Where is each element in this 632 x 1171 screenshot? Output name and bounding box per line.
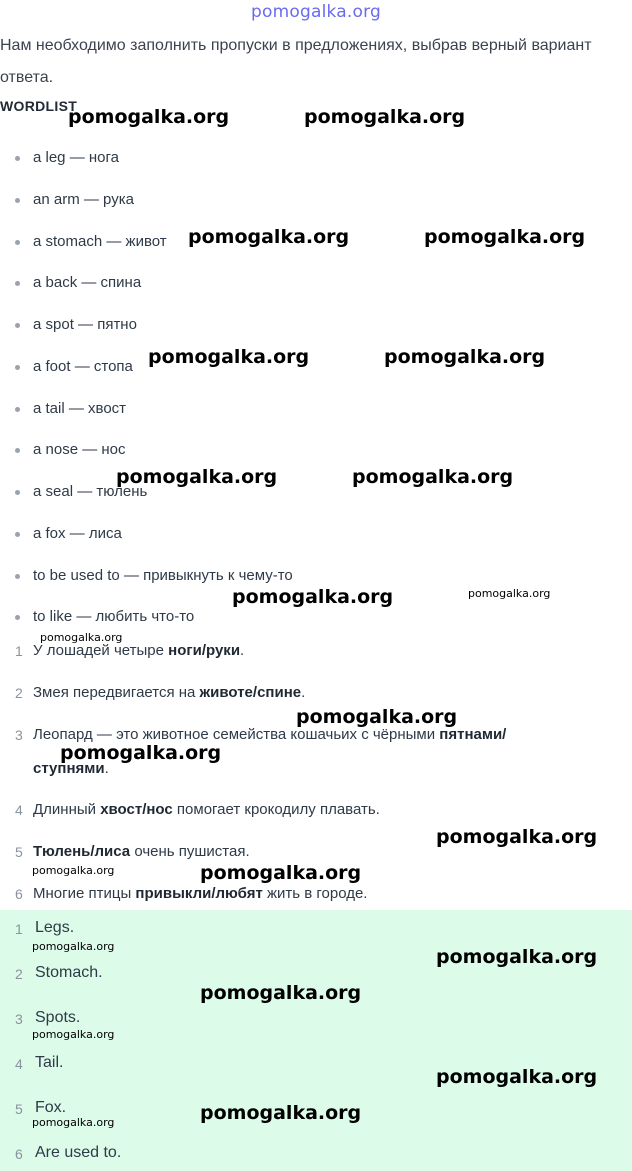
watermark: pomogalka.org [384, 346, 546, 368]
bullet-icon [15, 490, 20, 495]
watermark-small: pomogalka.org [32, 1028, 115, 1041]
watermark: pomogalka.org [60, 742, 222, 764]
wordlist-item: an arm — рука [33, 191, 134, 208]
answer-4: Tail. [35, 1054, 64, 1071]
watermark: pomogalka.org [352, 466, 514, 488]
question-3: Леопард — это животное семейства кошачьих с чёрными пятнами/ [33, 726, 507, 743]
wordlist-heading: WORDLIST [0, 98, 78, 114]
watermark: pomogalka.org [424, 226, 586, 248]
wordlist-item: a leg — нога [33, 149, 119, 166]
bullet-icon [15, 156, 20, 161]
answer-6: Are used to. [35, 1144, 122, 1161]
answer-1: Legs. [35, 919, 75, 936]
wordlist-item: a tail — хвост [33, 400, 126, 417]
answer-5: Fox. [35, 1099, 67, 1116]
watermark: pomogalka.org [232, 586, 394, 608]
wordlist-item: to be used to — привыкнуть к чему-то [33, 567, 293, 584]
task-instruction: Нам необходимо заполнить пропуски в предложениях, выбрав верный вариант ответа. [0, 37, 592, 86]
answer-number: 5 [15, 1101, 23, 1117]
question-number: 4 [15, 802, 23, 818]
question-1: У лошадей четыре ноги/руки. [33, 642, 245, 659]
answer-number: 3 [15, 1011, 23, 1027]
wordlist-item: a fox — лиса [33, 525, 122, 542]
question-6: Многие птицы привыкли/любят жить в городе. [33, 885, 368, 902]
watermark: pomogalka.org [436, 826, 598, 848]
answer-3: Spots. [35, 1009, 81, 1026]
watermark: pomogalka.org [200, 982, 362, 1004]
wordlist-item: a foot — стопа [33, 358, 133, 375]
bullet-icon [15, 365, 20, 370]
answer-2: Stomach. [35, 964, 103, 981]
watermark: pomogalka.org [68, 106, 230, 128]
question-number: 1 [15, 643, 23, 659]
wordlist-item: a stomach — живот [33, 233, 167, 250]
answer-number: 4 [15, 1056, 23, 1072]
wordlist-item: a spot — пятно [33, 316, 137, 333]
bullet-icon [15, 448, 20, 453]
bullet-icon [15, 532, 20, 537]
watermark: pomogalka.org [296, 706, 458, 728]
watermark-small: pomogalka.org [40, 631, 123, 644]
question-number: 3 [15, 727, 23, 743]
question-number: 5 [15, 844, 23, 860]
question-number: 2 [15, 685, 23, 701]
watermark: pomogalka.org [200, 862, 362, 884]
watermark: pomogalka.org [188, 226, 350, 248]
watermark: pomogalka.org [116, 466, 278, 488]
question-2: Змея передвигается на животе/спине. [33, 684, 306, 701]
watermark: pomogalka.org [148, 346, 310, 368]
watermark: pomogalka.org [200, 1102, 362, 1124]
bullet-icon [15, 615, 20, 620]
watermark-small: pomogalka.org [32, 940, 115, 953]
question-5: Тюлень/лиса очень пушистая. [33, 843, 250, 860]
wordlist-item: a back — спина [33, 274, 141, 291]
wordlist-item: to like — любить что-то [33, 608, 194, 625]
question-number: 6 [15, 886, 23, 902]
question-4: Длинный хвост/нос помогает крокодилу плавать. [33, 801, 380, 818]
bullet-icon [15, 574, 20, 579]
answer-number: 2 [15, 966, 23, 982]
watermark-small: pomogalka.org [32, 864, 115, 877]
answer-number: 1 [15, 921, 23, 937]
answer-number: 6 [15, 1146, 23, 1162]
question-3-continued: ступнями. [33, 760, 109, 777]
bullet-icon [15, 323, 20, 328]
watermark-small: pomogalka.org [468, 587, 551, 600]
bullet-icon [15, 281, 20, 286]
wordlist-item: a nose — нос [33, 441, 126, 458]
watermark: pomogalka.org [436, 1066, 598, 1088]
site-logo[interactable]: pomogalka.org [251, 2, 381, 22]
bullet-icon [15, 407, 20, 412]
bullet-icon [15, 198, 20, 203]
watermark-small: pomogalka.org [32, 1116, 115, 1129]
watermark: pomogalka.org [436, 946, 598, 968]
watermark: pomogalka.org [304, 106, 466, 128]
bullet-icon [15, 240, 20, 245]
wordlist-item: a seal — тюлень [33, 483, 147, 500]
